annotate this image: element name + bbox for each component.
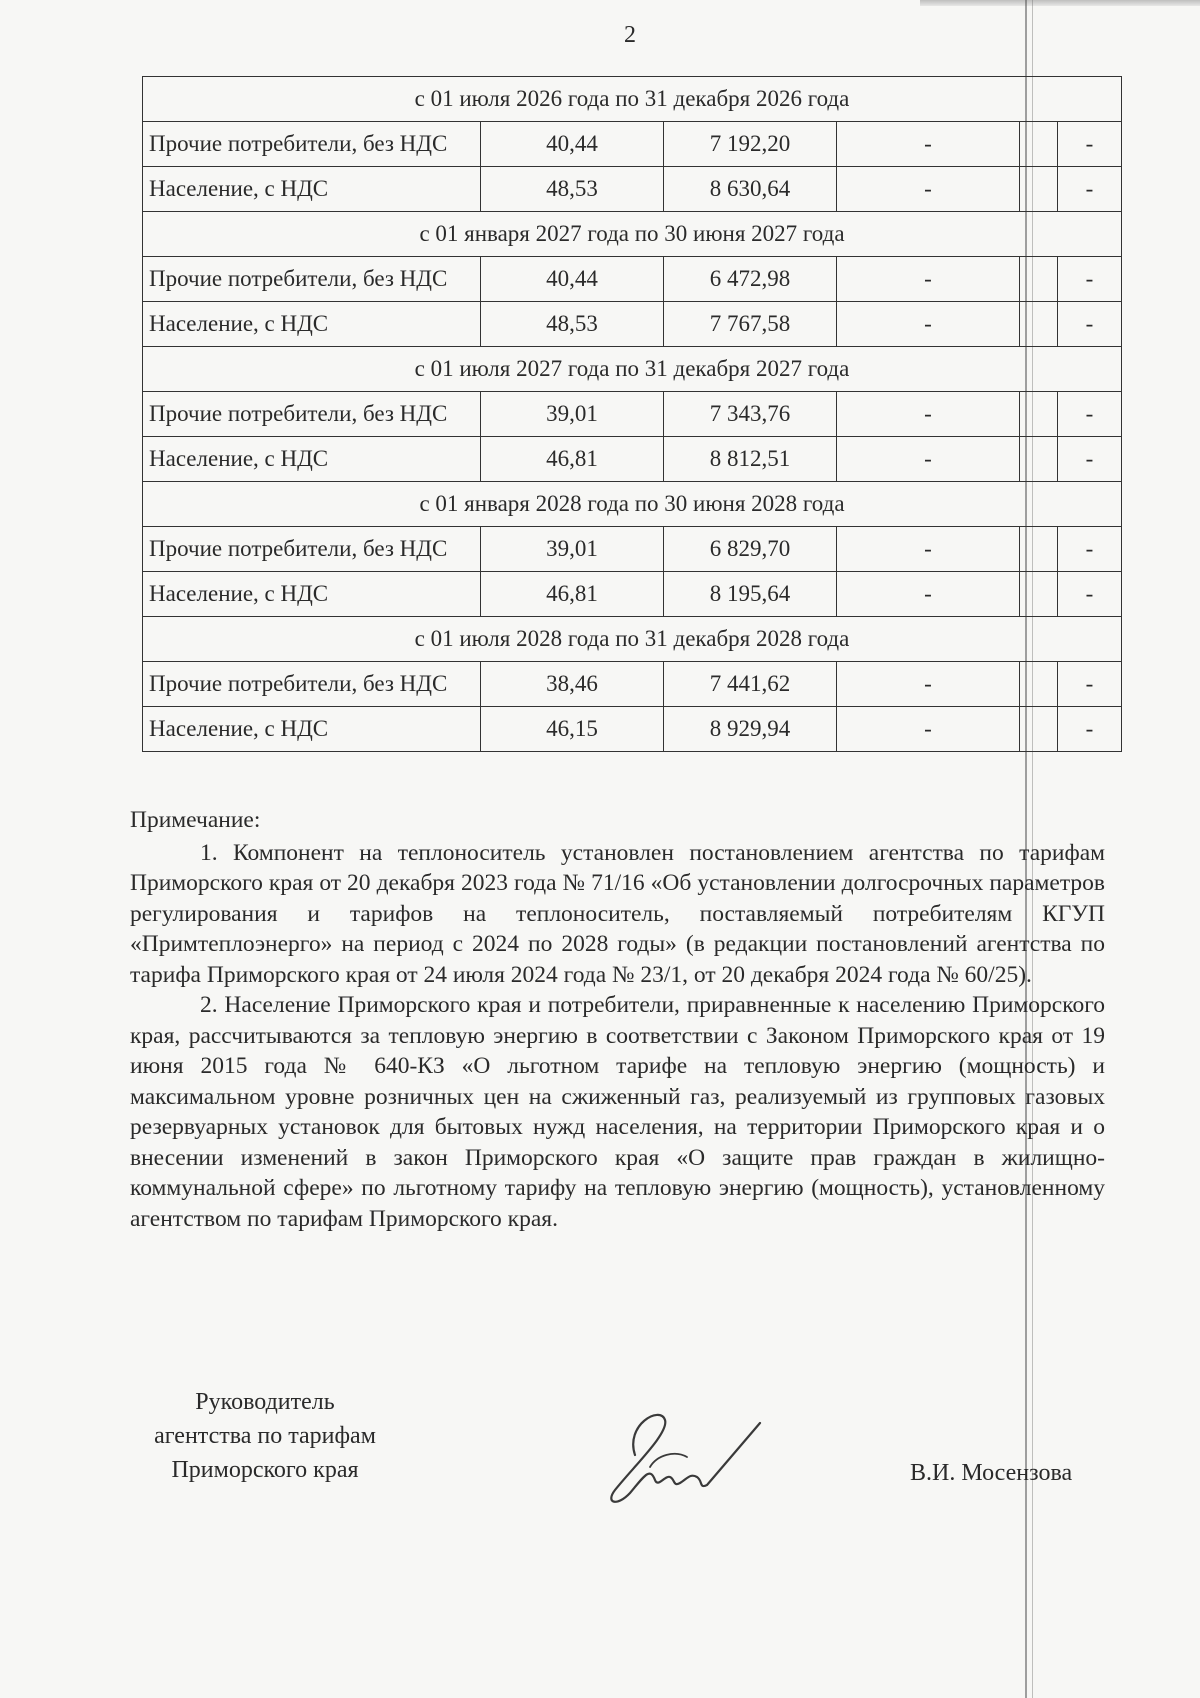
consumer-cell: Население, с НДС <box>143 302 481 347</box>
table-row <box>143 392 1122 437</box>
table-row <box>143 122 1122 167</box>
value-cell: 7 343,76 <box>664 392 837 437</box>
value-cell: - <box>837 662 1020 707</box>
note-item-1: 1. Компонент на теплоноситель установлен постановлением агентства по тарифам Приморского края от 20 декабря 2023 года № 71/16 «Об установлении долгосрочных параметров регулирования и тарифов на теплоноситель, поставляемый потребителям КГУП «Примтеплоэнерго» на период с 2024 по 2028 годы» (в редакции постановлений агентства по тарифа Приморского края от 24 июля 2024 года № 23/1, от 20 декабря 2024 года № 60/25). <box>130 839 1105 988</box>
table-row <box>143 302 1122 347</box>
table-row <box>143 662 1122 707</box>
value-cell: 8 812,51 <box>664 437 837 482</box>
value-cell: - <box>837 302 1020 347</box>
value-cell: - <box>837 572 1020 617</box>
value-cell: - <box>1058 302 1122 347</box>
value-cell: 6 472,98 <box>664 257 837 302</box>
consumer-cell: Население, с НДС <box>143 707 481 752</box>
signatory-position-line: Руководитель <box>195 1389 335 1415</box>
table-row <box>143 257 1122 302</box>
value-cell <box>1020 257 1058 302</box>
value-cell: - <box>1058 662 1122 707</box>
value-cell: - <box>837 527 1020 572</box>
value-cell: - <box>1058 437 1122 482</box>
value-cell <box>1020 122 1058 167</box>
value-cell: 7 767,58 <box>664 302 837 347</box>
period-title: с 01 июля 2026 года по 31 декабря 2026 года <box>143 77 1122 122</box>
value-cell: 40,44 <box>481 122 664 167</box>
period-title: с 01 января 2028 года по 30 июня 2028 года <box>143 482 1122 527</box>
table-row <box>143 437 1122 482</box>
period-header-row <box>143 77 1122 122</box>
value-cell: - <box>837 707 1020 752</box>
table-row <box>143 527 1122 572</box>
period-header-row <box>143 212 1122 257</box>
value-cell: 8 630,64 <box>664 167 837 212</box>
value-cell: - <box>837 257 1020 302</box>
consumer-cell: Население, с НДС <box>143 572 481 617</box>
value-cell <box>1020 572 1058 617</box>
signatory-position <box>130 1385 400 1487</box>
value-cell: 38,46 <box>481 662 664 707</box>
consumer-cell: Население, с НДС <box>143 167 481 212</box>
value-cell <box>1020 662 1058 707</box>
value-cell: - <box>1058 572 1122 617</box>
period-title: с 01 июля 2027 года по 31 декабря 2027 года <box>143 347 1122 392</box>
page-number: 2 <box>624 22 636 48</box>
tariff-table <box>142 76 1122 752</box>
table-row <box>143 167 1122 212</box>
value-cell: - <box>1058 257 1122 302</box>
notes-section <box>130 805 1105 1234</box>
value-cell <box>1020 527 1058 572</box>
value-cell: 8 195,64 <box>664 572 837 617</box>
value-cell <box>1020 437 1058 482</box>
value-cell: - <box>837 392 1020 437</box>
value-cell: 39,01 <box>481 527 664 572</box>
signatory-name: В.И. Мосензова <box>910 1460 1073 1486</box>
value-cell: 6 829,70 <box>664 527 837 572</box>
period-header-row <box>143 617 1122 662</box>
consumer-cell: Прочие потребители, без НДС <box>143 662 481 707</box>
consumer-cell: Прочие потребители, без НДС <box>143 257 481 302</box>
period-header-row <box>143 347 1122 392</box>
value-cell: 46,81 <box>481 572 664 617</box>
consumer-cell: Прочие потребители, без НДС <box>143 392 481 437</box>
note-item-2: 2. Население Приморского края и потребители, приравненные к населению Приморского края, рассчитываются за тепловую энергию в соответствии с Законом Приморского края от 19 июня 2015 года № 640-КЗ «О льготном тарифе на тепловую энергию (мощность) и максимальном уровне розничных цен на сжиженный газ, реализуемый из групповых газовых резервуарных установок для бытовых нужд населения, на территории Приморского края и о внесении изменений в закон Приморского края «О защите прав граждан в жилищно-коммунальной сфере» по льготному тарифу на тепловую энергию (мощность), установленному агентством по тарифам Приморского края. <box>130 992 1105 1232</box>
value-cell: - <box>1058 392 1122 437</box>
value-cell: 7 192,20 <box>664 122 837 167</box>
value-cell: 46,15 <box>481 707 664 752</box>
table-row <box>143 572 1122 617</box>
value-cell: - <box>837 437 1020 482</box>
value-cell: 48,53 <box>481 302 664 347</box>
value-cell: - <box>1058 167 1122 212</box>
signatory-position-line: Приморского края <box>171 1457 359 1483</box>
value-cell: 7 441,62 <box>664 662 837 707</box>
period-title: с 01 января 2027 года по 30 июня 2027 года <box>143 212 1122 257</box>
value-cell: 40,44 <box>481 257 664 302</box>
value-cell <box>1020 392 1058 437</box>
value-cell: - <box>837 122 1020 167</box>
handwritten-signature <box>595 1395 765 1515</box>
value-cell <box>1020 707 1058 752</box>
value-cell: - <box>1058 527 1122 572</box>
value-cell: 48,53 <box>481 167 664 212</box>
value-cell: - <box>1058 707 1122 752</box>
period-title: с 01 июля 2028 года по 31 декабря 2028 года <box>143 617 1122 662</box>
value-cell: - <box>1058 122 1122 167</box>
signatory-position-line: агентства по тарифам <box>154 1423 376 1449</box>
value-cell <box>1020 167 1058 212</box>
notes-title: Примечание: <box>130 807 261 833</box>
value-cell: 8 929,94 <box>664 707 837 752</box>
value-cell: 39,01 <box>481 392 664 437</box>
consumer-cell: Прочие потребители, без НДС <box>143 122 481 167</box>
period-header-row <box>143 482 1122 527</box>
scan-edge-artifact <box>920 0 1200 6</box>
consumer-cell: Прочие потребители, без НДС <box>143 527 481 572</box>
value-cell: - <box>837 167 1020 212</box>
table-row <box>143 707 1122 752</box>
consumer-cell: Население, с НДС <box>143 437 481 482</box>
value-cell <box>1020 302 1058 347</box>
value-cell: 46,81 <box>481 437 664 482</box>
